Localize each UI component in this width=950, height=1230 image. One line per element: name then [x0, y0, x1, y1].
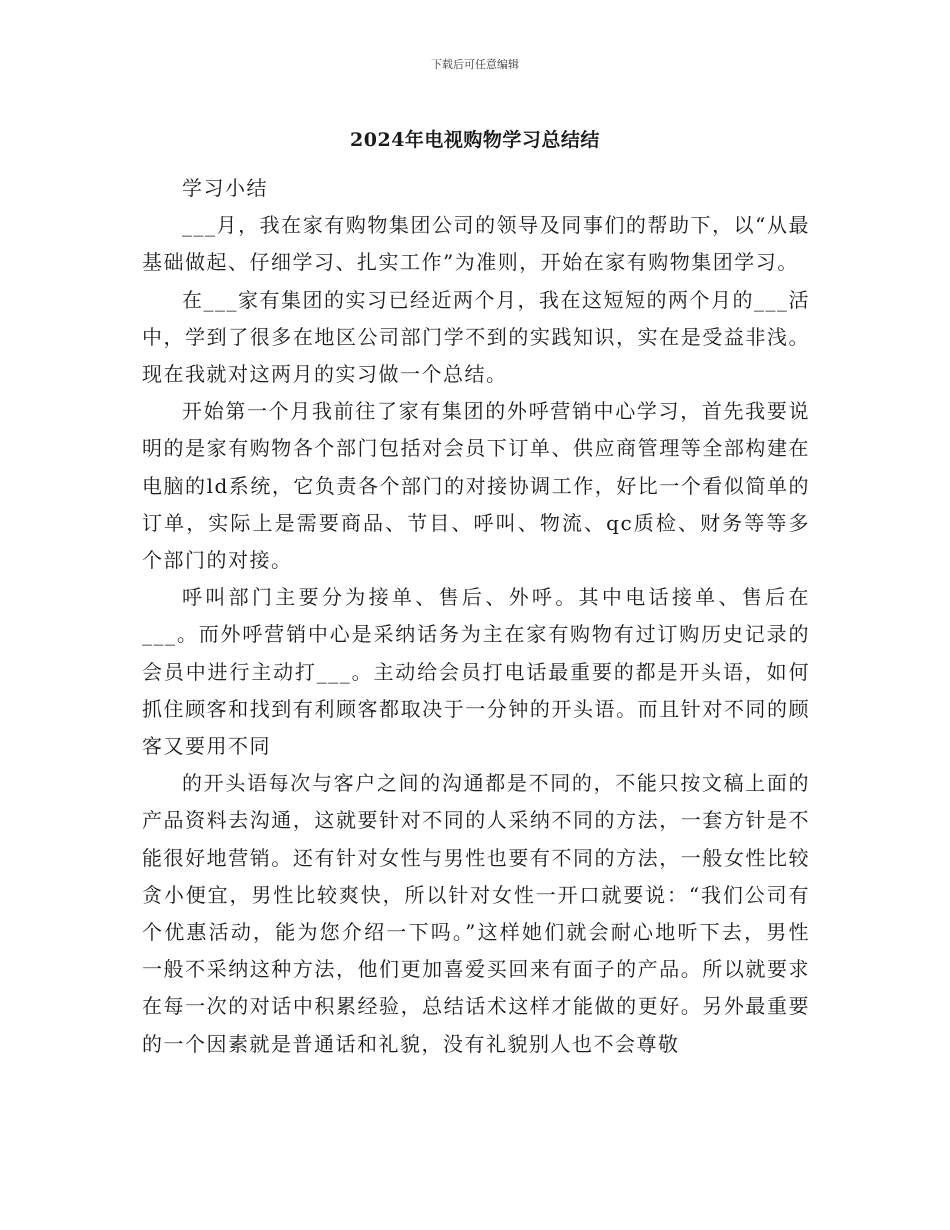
document-title: 2024年电视购物学习总结结 — [350, 129, 600, 151]
paragraph: 呼叫部门主要分为接单、售后、外呼。其中电话接单、售后在___。而外呼营销中心是采纳话务为主在家有购物有过订购历史记录的会员中进行主动打___。主动给会员打电话最重要的都是开头语，如何抓住顾客和找到有利顾客都取决于一分钟的开头语。而且针对不同的顾客又要用不同 — [142, 585, 810, 759]
page-header-note: 下载后可任意编辑 — [431, 58, 519, 71]
paragraph: 的开头语每次与客户之间的沟通都是不同的，不能只按文稿上面的产品资料去沟通，这就要针对不同的人采纳不同的方法，一套方针是不能很好地营销。还有针对女性与男性也要有不同的方法，一般女性比较贪小便宜，男性比较爽快，所以针对女性一开口就要说：“我们公司有个优惠活动，能为您介绍一下吗。”这样她们就会耐心地听下去，男性一般不采纳这种方法，他们更加喜爱买回来有面子的产品。所以就要求在每一次的对话中积累经验，总结话术这样才能做的更好。另外最重要的一个因素就是普通话和礼貌，没有礼貌别人也不会尊敬 — [142, 771, 810, 1056]
paragraph: ___月，我在家有购物集团公司的领导及同事们的帮助下，以“从最基础做起、仔细学习、扎实工作”为准则，开始在家有购物集团学习。 — [142, 213, 810, 275]
document-body — [142, 170, 810, 1063]
paragraph: 开始第一个月我前往了家有集团的外呼营销中心学习，首先我要说明的是家有购物各个部门包括对会员下订单、供应商管理等全部构建在电脑的ld系统，它负责各个部门的对接协调工作，好比一个看似简单的订单，实际上是需要商品、节目、呼叫、物流、qc质检、财务等等多个部门的对接。 — [142, 399, 810, 573]
paragraph: 在___家有集团的实习已经近两个月，我在这短短的两个月的___活中，学到了很多在地区公司部门学不到的实践知识，实在是受益非浅。现在我就对这两月的实习做一个总结。 — [142, 287, 810, 387]
paragraph-subtitle: 学习小结 — [182, 176, 268, 200]
